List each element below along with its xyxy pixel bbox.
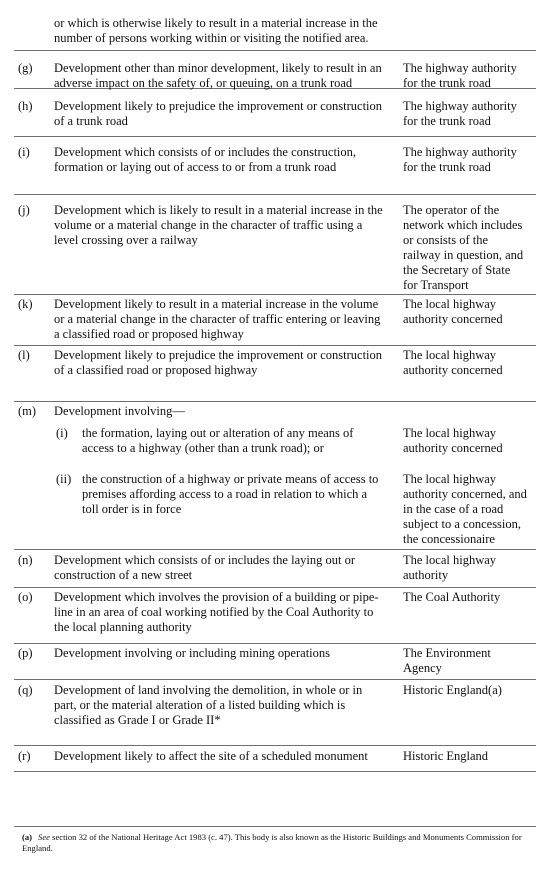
row-authority — [403, 553, 537, 583]
row-description — [54, 145, 399, 175]
footnote-text: section 32 of the National Heritage Act 1983 (c. 47). This body is also known as the Historic Buildings and Monuments Commission for England. — [22, 832, 522, 853]
auth-line: authority — [403, 568, 449, 582]
desc-line: volume or a material change in the character of traffic using a — [54, 218, 363, 232]
desc-line: Development likely to prejudice the improvement or construction — [54, 348, 383, 362]
row-description — [54, 683, 399, 728]
table-row-p — [14, 644, 536, 680]
auth-line: The highway authority — [403, 99, 517, 113]
row-label: (i) — [18, 145, 30, 159]
row-description — [54, 297, 399, 342]
auth-line: Historic England(a) — [403, 683, 502, 697]
sub-item-description — [82, 472, 392, 517]
desc-line: Development involving— — [54, 404, 185, 418]
footnote — [22, 832, 537, 854]
row-label: (r) — [18, 749, 31, 763]
auth-line: authority concerned — [403, 312, 503, 326]
row-authority — [403, 348, 537, 378]
desc-line: part, or the material alteration of a listed building which is — [54, 698, 346, 712]
auth-line: for Transport — [403, 278, 469, 292]
auth-line: The highway authority — [403, 145, 517, 159]
table-row-m — [14, 402, 536, 550]
row-label: (p) — [18, 646, 33, 660]
desc-line: the construction of a highway or private means of access to — [82, 472, 379, 486]
row-label: (l) — [18, 348, 30, 362]
row-description — [54, 99, 399, 129]
auth-line: for the trunk road — [403, 76, 491, 90]
auth-line: in the case of a road — [403, 502, 504, 516]
desc-line: adverse impact on the safety of, or queuing, on a trunk road — [54, 76, 353, 90]
table-row-n — [14, 550, 536, 588]
auth-line: The Environment — [403, 646, 491, 660]
auth-line: The local highway — [403, 348, 497, 362]
auth-line: or consists of the — [403, 233, 489, 247]
row-description — [54, 404, 399, 419]
table-row-q — [14, 680, 536, 746]
desc-line: Development which consists of or includes the construction, — [54, 145, 357, 159]
desc-line: toll order is in force — [82, 502, 182, 516]
desc-line: Development involving or including mining operations — [54, 646, 331, 660]
row-authority — [403, 590, 537, 605]
auth-line: The highway authority — [403, 61, 517, 75]
row-description — [54, 348, 399, 378]
row-authority — [403, 99, 537, 129]
auth-line: the Secretary of State — [403, 263, 511, 277]
auth-line: authority concerned — [403, 363, 503, 377]
sub-item-description — [82, 426, 392, 456]
row-label: (o) — [18, 590, 33, 604]
footnote-marker: (a) — [22, 832, 33, 842]
table-row-r — [14, 746, 536, 772]
sub-item-authority — [403, 472, 537, 547]
row-description — [54, 749, 399, 764]
row-label: (q) — [18, 683, 33, 697]
auth-line: authority concerned, and — [403, 487, 527, 501]
auth-line: for the trunk road — [403, 114, 491, 128]
desc-line: Development of land involving the demolition, in whole or in — [54, 683, 363, 697]
row-authority — [403, 61, 537, 91]
row-authority — [403, 203, 537, 293]
desc-line: Development likely to prejudice the improvement or construction — [54, 99, 383, 113]
intro-text — [54, 16, 399, 46]
row-label: (n) — [18, 553, 33, 567]
auth-line: The local highway — [403, 553, 497, 567]
auth-line: The local highway — [403, 426, 497, 440]
table-row-j — [14, 195, 536, 295]
row-authority — [403, 683, 537, 698]
auth-line: The operator of the — [403, 203, 500, 217]
auth-line: authority concerned — [403, 441, 503, 455]
desc-line: formation or laying out of access to or from a trunk road — [54, 160, 337, 174]
footnote-divider — [14, 826, 536, 827]
sub-item-authority — [403, 426, 537, 456]
desc-line: Development likely to affect the site of a scheduled monument — [54, 749, 368, 763]
desc-line: premises affording access to a road in relation to which a — [82, 487, 368, 501]
auth-line: The local highway — [403, 472, 497, 486]
desc-line: Development other than minor development, likely to result in an — [54, 61, 382, 75]
table-row-i — [14, 137, 536, 195]
desc-line: the formation, laying out or alteration of any means of — [82, 426, 354, 440]
table-row-g — [14, 51, 536, 89]
auth-line: network which includes — [403, 218, 523, 232]
auth-line: The local highway — [403, 297, 497, 311]
desc-line: a classified road or proposed highway — [54, 327, 244, 341]
row-authority — [403, 749, 537, 764]
sub-item-label: (i) — [56, 426, 68, 440]
row-description — [54, 646, 399, 661]
intro-line: or which is otherwise likely to result in a material increase in the — [54, 16, 378, 30]
row-description — [54, 61, 399, 91]
desc-line: Development which involves the provision of a building or pipe- — [54, 590, 379, 604]
row-label: (h) — [18, 99, 33, 113]
desc-line: classified as Grade I or Grade II* — [54, 713, 221, 727]
intro-line: number of persons working within or visiting the notified area. — [54, 31, 369, 45]
table-row-h — [14, 89, 536, 137]
auth-line: the concessionaire — [403, 532, 495, 546]
desc-line: access to a highway (other than a trunk road); or — [82, 441, 324, 455]
row-label: (g) — [18, 61, 33, 75]
auth-line: subject to a concession, — [403, 517, 522, 531]
row-description — [54, 203, 399, 248]
desc-line: Development which consists of or includes the laying out or — [54, 553, 355, 567]
row-label: (j) — [18, 203, 30, 217]
table-row-o — [14, 588, 536, 644]
row-label: (k) — [18, 297, 33, 311]
auth-line: Historic England — [403, 749, 489, 763]
sub-item-label: (ii) — [56, 472, 72, 486]
row-authority — [403, 646, 537, 676]
auth-line: Agency — [403, 661, 442, 675]
row-authority — [403, 297, 537, 327]
intro-row — [14, 14, 536, 51]
desc-line: construction of a new street — [54, 568, 193, 582]
auth-line: The Coal Authority — [403, 590, 501, 604]
desc-line: Development which is likely to result in a material increase in the — [54, 203, 383, 217]
footnote-see: See — [38, 832, 50, 842]
desc-line: or a material change in the character of traffic entering or leaving — [54, 312, 381, 326]
table-row-k — [14, 295, 536, 346]
auth-line: for the trunk road — [403, 160, 491, 174]
desc-line: level crossing over a railway — [54, 233, 198, 247]
desc-line: line in an area of coal working notified by the Coal Authority to — [54, 605, 374, 619]
row-label: (m) — [18, 404, 37, 418]
desc-line: of a classified road or proposed highway — [54, 363, 258, 377]
desc-line: the local planning authority — [54, 620, 192, 634]
row-description — [54, 553, 399, 583]
desc-line: of a trunk road — [54, 114, 128, 128]
auth-line: railway in question, and — [403, 248, 524, 262]
row-description — [54, 590, 399, 635]
desc-line: Development likely to result in a material increase in the volume — [54, 297, 379, 311]
row-authority — [403, 145, 537, 175]
table-row-l — [14, 346, 536, 402]
